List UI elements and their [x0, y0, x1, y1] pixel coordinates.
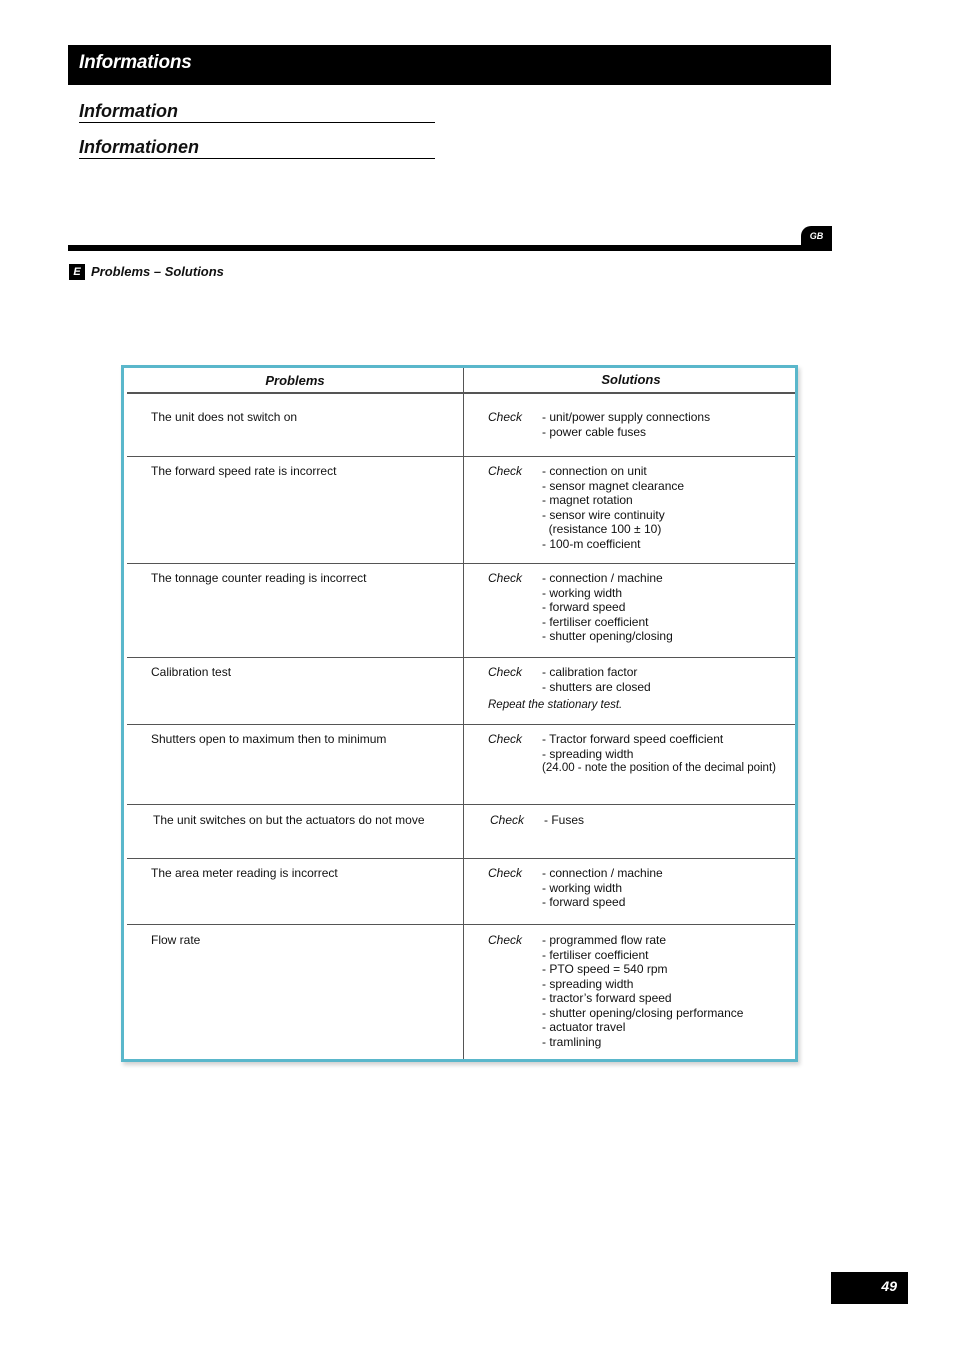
problem-text: Calibration test — [151, 665, 232, 679]
check-label: Check — [488, 933, 523, 947]
solution-item: - Fuses — [544, 813, 585, 827]
solution-item: - tractor’s forward speed — [542, 991, 672, 1005]
language-badge: GB — [801, 226, 832, 251]
check-label: Check — [488, 866, 523, 880]
column-header-problems: Problems — [265, 373, 325, 388]
solution-item: (24.00 - note the position of the decimal point) — [542, 762, 776, 774]
row-divider — [127, 858, 795, 859]
problem-text: The unit switches on but the actuators do not move — [153, 813, 425, 827]
solution-item: - sensor wire continuity — [542, 507, 665, 522]
problem-text: The tonnage counter reading is incorrect — [151, 571, 367, 585]
column-header-solutions: Solutions — [601, 372, 661, 387]
row-divider — [127, 563, 795, 564]
solution-item: - forward speed — [542, 895, 626, 909]
solution-list — [544, 813, 584, 828]
section-rule — [68, 245, 832, 251]
solution-item: - shutters are closed — [542, 679, 651, 694]
check-label: Check — [490, 813, 525, 827]
solution-item: - working width — [542, 880, 623, 895]
solution-item: - forward speed — [542, 600, 626, 614]
header-bar — [68, 45, 831, 85]
solution-item: - connection on unit — [542, 464, 647, 478]
problem-text: The forward speed rate is incorrect — [151, 464, 337, 478]
solution-item: - fertiliser coefficient — [542, 947, 649, 962]
check-label: Check — [488, 464, 523, 478]
solution-item: - connection / machine — [542, 571, 663, 585]
problem-text: The unit does not switch on — [151, 410, 298, 424]
problem-text: Shutters open to maximum then to minimum — [151, 732, 387, 746]
solution-list — [542, 933, 743, 1049]
solution-item: - PTO speed = 540 rpm — [542, 962, 668, 976]
solution-item: - unit/power supply connections — [542, 410, 711, 424]
row-divider — [127, 804, 795, 805]
note-text: Repeat the stationary test. — [488, 699, 623, 711]
check-label: Check — [488, 732, 523, 746]
solution-item: - spreading width — [542, 976, 634, 991]
solution-list — [542, 410, 710, 439]
row-divider — [127, 724, 795, 725]
solution-item: - actuator travel — [542, 1020, 626, 1034]
solution-item: - magnet rotation — [542, 493, 633, 507]
section-letter: E — [69, 264, 85, 280]
solution-item: - programmed flow rate — [542, 933, 667, 947]
solution-list — [542, 665, 651, 694]
solution-item: - fertiliser coefficient — [542, 614, 649, 629]
solution-item: - calibration factor — [542, 665, 638, 679]
problem-text: Flow rate — [151, 933, 201, 947]
solution-item: - connection / machine — [542, 866, 663, 880]
check-label: Check — [488, 665, 523, 679]
solution-item: - shutter opening/closing — [542, 629, 673, 643]
solution-item: - working width — [542, 585, 623, 600]
solution-item: - Tractor forward speed coefficient — [542, 732, 724, 746]
subtitle-informationen: Informationen — [79, 136, 435, 159]
problem-text: The area meter reading is incorrect — [151, 866, 338, 880]
page-number: 49 — [831, 1272, 908, 1304]
check-label: Check — [488, 571, 523, 585]
solution-list — [542, 866, 663, 910]
row-divider — [127, 456, 795, 457]
subtitle-information: Information — [79, 100, 435, 123]
solution-item: - 100-m coefficient — [542, 536, 641, 551]
row-divider — [127, 657, 795, 658]
solution-item: - spreading width — [542, 746, 634, 761]
solution-item: - sensor magnet clearance — [542, 478, 685, 493]
solution-item: - shutter opening/closing performance — [542, 1005, 744, 1020]
check-label: Check — [488, 410, 523, 424]
solution-item: (resistance 100 ± 10) — [542, 522, 662, 536]
section-heading — [69, 263, 224, 280]
column-divider — [463, 368, 464, 1059]
solution-list — [542, 571, 673, 644]
solution-list — [542, 464, 684, 551]
header-title: Informations — [79, 52, 192, 73]
solution-item: - power cable fuses — [542, 424, 647, 439]
header-rule — [127, 392, 795, 394]
row-divider — [127, 924, 795, 925]
solution-list — [542, 732, 776, 776]
problems-solutions-table — [121, 365, 798, 1062]
section-title: Problems – Solutions — [91, 264, 224, 279]
solution-item: - tramlining — [542, 1034, 602, 1049]
